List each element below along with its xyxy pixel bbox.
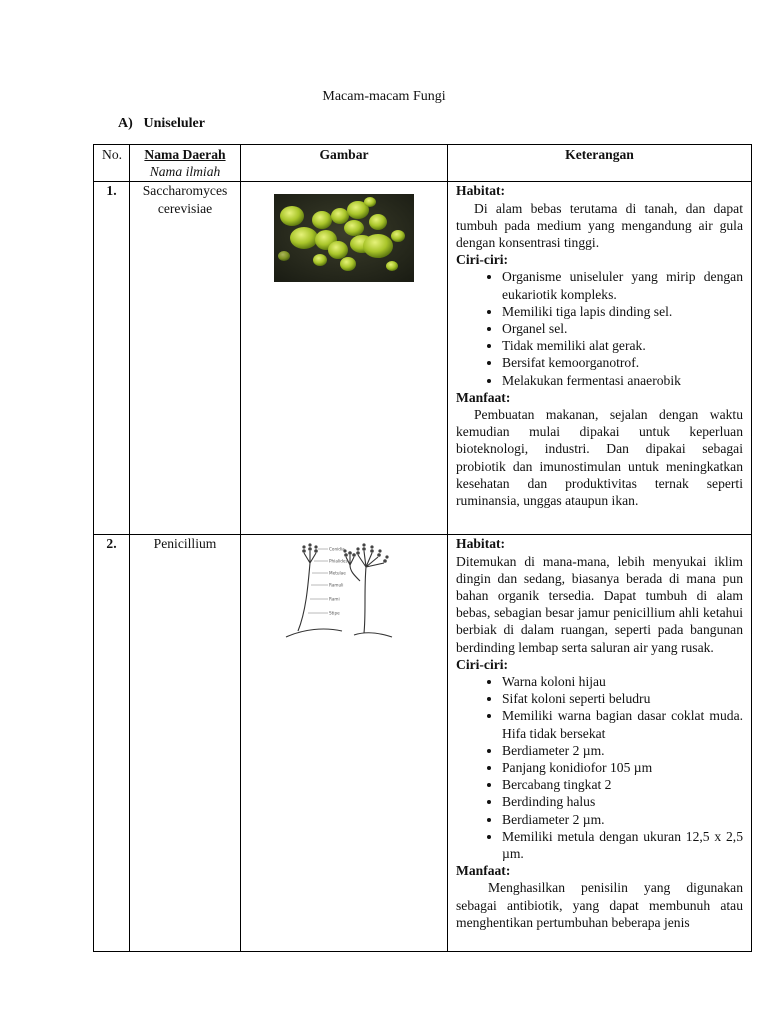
section-heading <box>118 116 205 132</box>
header-name <box>130 145 241 182</box>
table-header-row <box>94 145 752 182</box>
section-title: Uniseluler <box>143 116 205 131</box>
manfaat-text: Menghasilkan penisilin yang digunakan sebagai antibiotik, yang dapat membunuh atau menghentikan pertumbuhan beberapa jenis <box>456 880 743 930</box>
manfaat-heading: Manfaat: <box>456 389 511 405</box>
diagram-label: Phialides <box>329 558 348 564</box>
row-description <box>448 182 752 535</box>
header-description: Keterangan <box>448 145 752 182</box>
row-number: 2. <box>94 535 130 952</box>
header-no: No. <box>94 145 130 182</box>
diagram-label: Conidia <box>329 546 345 552</box>
list-item: • Berdinding halus <box>502 793 743 810</box>
habitat-text: Di alam bebas terutama di tanah, dan dapat tumbuh pada medium yang mengandung air gula dengan konsentrasi tinggi. <box>456 200 743 251</box>
header-name-local: Nama Daerah <box>144 147 226 162</box>
header-name-scientific: Nama ilmiah <box>149 164 221 180</box>
row-name: Penicillium <box>130 535 241 952</box>
ciri-list <box>456 673 743 862</box>
row-description <box>448 535 752 952</box>
list-item: • Berdiameter 2 µm. <box>502 742 743 759</box>
habitat-heading: Habitat: <box>456 536 506 552</box>
list-item: • Melakukan fermentasi anaerobik <box>502 372 743 389</box>
header-image: Gambar <box>241 145 448 182</box>
diagram-label: Stipe <box>329 610 340 616</box>
row-image-cell <box>241 535 448 952</box>
list-item: • Tidak memiliki alat gerak. <box>502 337 743 354</box>
list-item: • Warna koloni hijau <box>502 673 743 690</box>
row-image-cell <box>241 182 448 535</box>
document-title: Macam-macam Fungi <box>322 89 446 104</box>
list-item: • Panjang konidiofor 105 µm <box>502 759 743 776</box>
list-item: • Organel sel. <box>502 320 743 337</box>
row-number: 1. <box>94 182 130 535</box>
list-item: • Memiliki warna bagian dasar coklat muda. Hifa tidak bersekat <box>502 707 743 741</box>
ciri-heading: Ciri-ciri: <box>456 252 509 268</box>
manfaat-heading: Manfaat: <box>456 863 511 879</box>
table-row <box>94 182 752 535</box>
row-name: Saccharomyces cerevisiae <box>130 182 241 535</box>
diagram-label: Metulae <box>329 570 346 576</box>
list-item: • Bersifat kemoorganotrof. <box>502 354 743 371</box>
habitat-heading: Habitat: <box>456 183 506 199</box>
list-item: • Sifat koloni seperti beludru <box>502 690 743 707</box>
list-item: • Berdiameter 2 µm. <box>502 811 743 828</box>
manfaat-text: Pembuatan makanan, sejalan dengan waktu kemudian mulai dipakai untuk keperluan bioteknologi, industri. Dan dipakai sebagai probiotik dan imunostimulan untuk meningkatkan kesehatan dan produktivitas ternak seperti ruminansia, unggas ataupun ikan. <box>456 407 743 509</box>
fungi-table <box>93 144 752 952</box>
diagram-label: Ramuli <box>329 582 344 588</box>
section-label: A) <box>118 116 133 131</box>
ciri-heading: Ciri-ciri: <box>456 656 509 672</box>
ciri-list <box>456 268 743 388</box>
habitat-text: Ditemukan di mana-mana, lebih menyukai iklim dingin dan sedang, biasanya berada di mana pun bahan organik tersedia. Dapat tumbuh di alam bebas, sebagian besar jamur penicillium ahli ketahui berbiak di dalam ruangan, seperti pada bangunan berdinding lembap serta saluran air yang rusak. <box>456 553 743 655</box>
list-item: • Memiliki metula dengan ukuran 12,5 x 2,5 µm. <box>502 828 743 862</box>
list-item: • Memiliki tiga lapis dinding sel. <box>502 303 743 320</box>
list-item: • Organisme uniseluler yang mirip dengan eukariotik kompleks. <box>502 268 743 302</box>
list-item: • Bercabang tingkat 2 <box>502 776 743 793</box>
diagram-label: Rami <box>329 596 340 602</box>
table-row <box>94 535 752 952</box>
yeast-cells-photo-icon <box>274 194 414 282</box>
penicillium-diagram-icon <box>284 541 404 639</box>
